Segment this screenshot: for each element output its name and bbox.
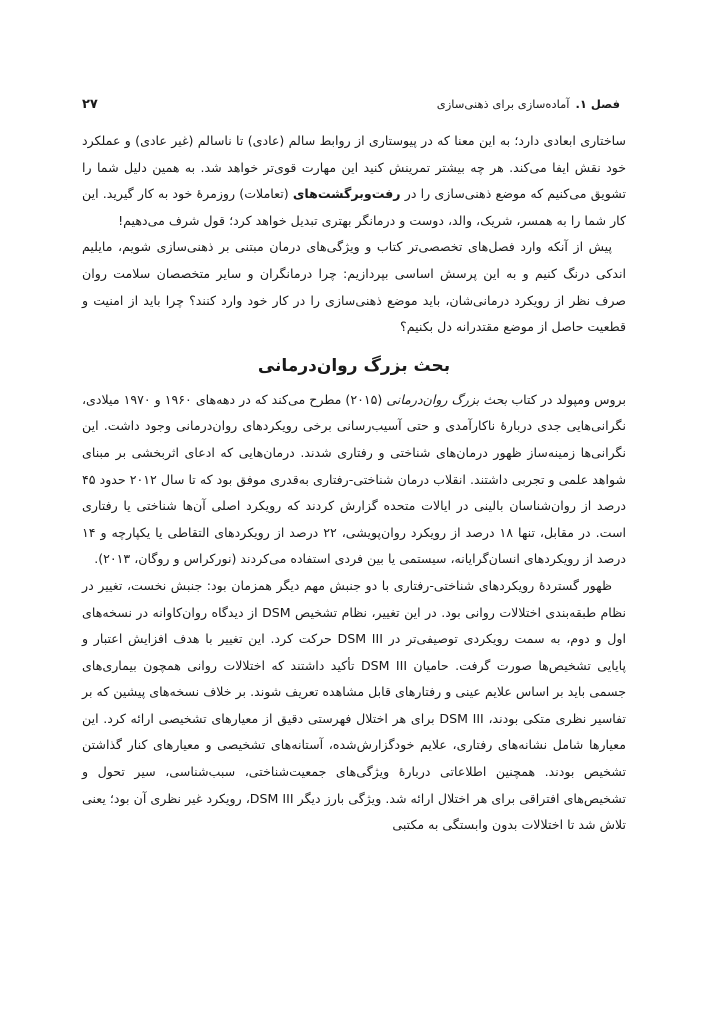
page-number: ۲۷ xyxy=(82,96,98,112)
paragraph-1-text-2: (تعاملات) روزمرهٔ خود به کار گیرید. این کار شما را به همسر، شریک، والد، دوست و درمانگر بهتری تبدیل خواهد کرد؛ قول شرف می‌دهیم! xyxy=(82,186,626,228)
body-text xyxy=(82,128,626,839)
book-title-italic: بحث بزرگ روان‌درمانی xyxy=(386,391,508,407)
chapter-reference xyxy=(437,97,620,111)
bold-term: رفت‌وبرگشت‌های xyxy=(292,186,401,202)
paragraph-3-text-2: (۲۰۱۵) مطرح می‌کند که در دهه‌های ۱۹۶۰ و ۱۹۷۰ میلادی، نگرانی‌هایی جدی دربارهٔ ناکارآمدی و حتی آسیب‌رسانی برخی رویکردهای روان‌درمانی وجود داشت. این نگرانی‌ها زمینه‌ساز ظهور درمان‌های شناختی و رفتاری شدند. درمان‌هایی که ادعای اثربخشی بر مبنای شواهد علمی و تجربی داشتند. انقلاب درمان شناختی-رفتاری به‌قدری موفق بود که تا سال ۲۰۱۲ حدود ۴۵ درصد از روان‌شناسان بالینی در ایالات متحده گزارش کردند که رویکرد اصلی آن‌ها شناختی یا رفتاری است. در مقابل، تنها ۱۸ درصد از رویکرد روان‌پویشی، ۲۲ درصد از رویکردهای التقاطی یا یکپارچه و ۱۴ درصد از رویکردهای انسان‌گرایانه، سیستمی یا بین فردی استفاده می‌کردند (نورکراس و روگان، ۲۰۱۳). xyxy=(81,391,627,567)
chapter-label: فصل ۱. xyxy=(575,97,620,111)
paragraph-continuation xyxy=(82,128,626,234)
running-head xyxy=(82,94,620,114)
paragraph-1-text-1: ساختاری ابعادی دارد؛ به این معنا که در پیوستاری از روابط سالم (عادی) تا ناسالم (غیر عادی) و عملکرد خود نقش ایفا می‌کند. هر چه بیشتر تمرینش کنید این مهارت قوی‌تر خواهد شد. به همین دلیل شما را تشویق می‌کنیم که موضع ذهنی‌سازی را در xyxy=(82,133,626,202)
chapter-title: آماده‌سازی برای ذهنی‌سازی xyxy=(436,97,570,111)
paragraph-3-text-1: بروس ومپولد در کتاب xyxy=(507,391,626,407)
paragraph-2: پیش از آنکه وارد فصل‌های تخصصی‌تر کتاب و ویژگی‌های درمان مبتنی بر ذهنی‌سازی شویم، مایلیم اندکی درنگ کنیم و به این پرسش اساسی بپردازیم: چرا درمانگران و سایر متخصصان سلامت روان صرف نظر از رویکرد درمانی‌شان، باید موضع ذهنی‌سازی را در کار خود وارد کنند؟ چرا باید از امنیت و قطعیت حاصل از موضع مقتدرانه دل بکنیم؟ xyxy=(82,239,626,335)
paragraph-4: ظهور گستردهٔ رویکردهای شناختی-رفتاری با دو جنبش مهم دیگر همزمان بود: جنبش نخست، تغییر در نظام طبقه‌بندی اختلالات روانی بود. در این تغییر، نظام تشخیص DSM از دیدگاه روان‌کاوانه در نسخه‌های اول و دوم، به سمت رویکردی توصیفی‌تر در DSM III حرکت کرد. این تغییر با هدف افزایش اعتبار و پایایی تشخیص‌ها صورت گرفت. حامیان DSM III تأکید داشتند که اختلالات روانی همچون بیماری‌های جسمی باید بر اساس علایم عینی و رفتارهای قابل مشاهده تعریف شوند. بر خلاف نسخه‌های پیشین که بر تفاسیر نظری متکی بودند، DSM III برای هر اختلال فهرستی دقیق از معیارهای تشخیصی ارائه کرد. این معیارها شامل نشانه‌های رفتاری، علایم خودگزارش‌شده، آستانه‌های تشخیصی و معیارهای کنار گذاشتن تشخیص بودند. همچنین اطلاعاتی دربارهٔ ویژگی‌های جمعیت‌شناختی، سبب‌شناسی، سیر تحول و تشخیص‌های افتراقی برای هر اختلال ارائه شد. ویژگی بارز دیگر DSM III، رویکرد غیر نظری آن بود؛ یعنی تلاش شد تا اختلالات بدون وابستگی به مکتبی xyxy=(82,577,627,833)
section-heading: بحث بزرگ روان‌درمانی xyxy=(257,355,451,376)
paragraph-3 xyxy=(82,387,626,573)
